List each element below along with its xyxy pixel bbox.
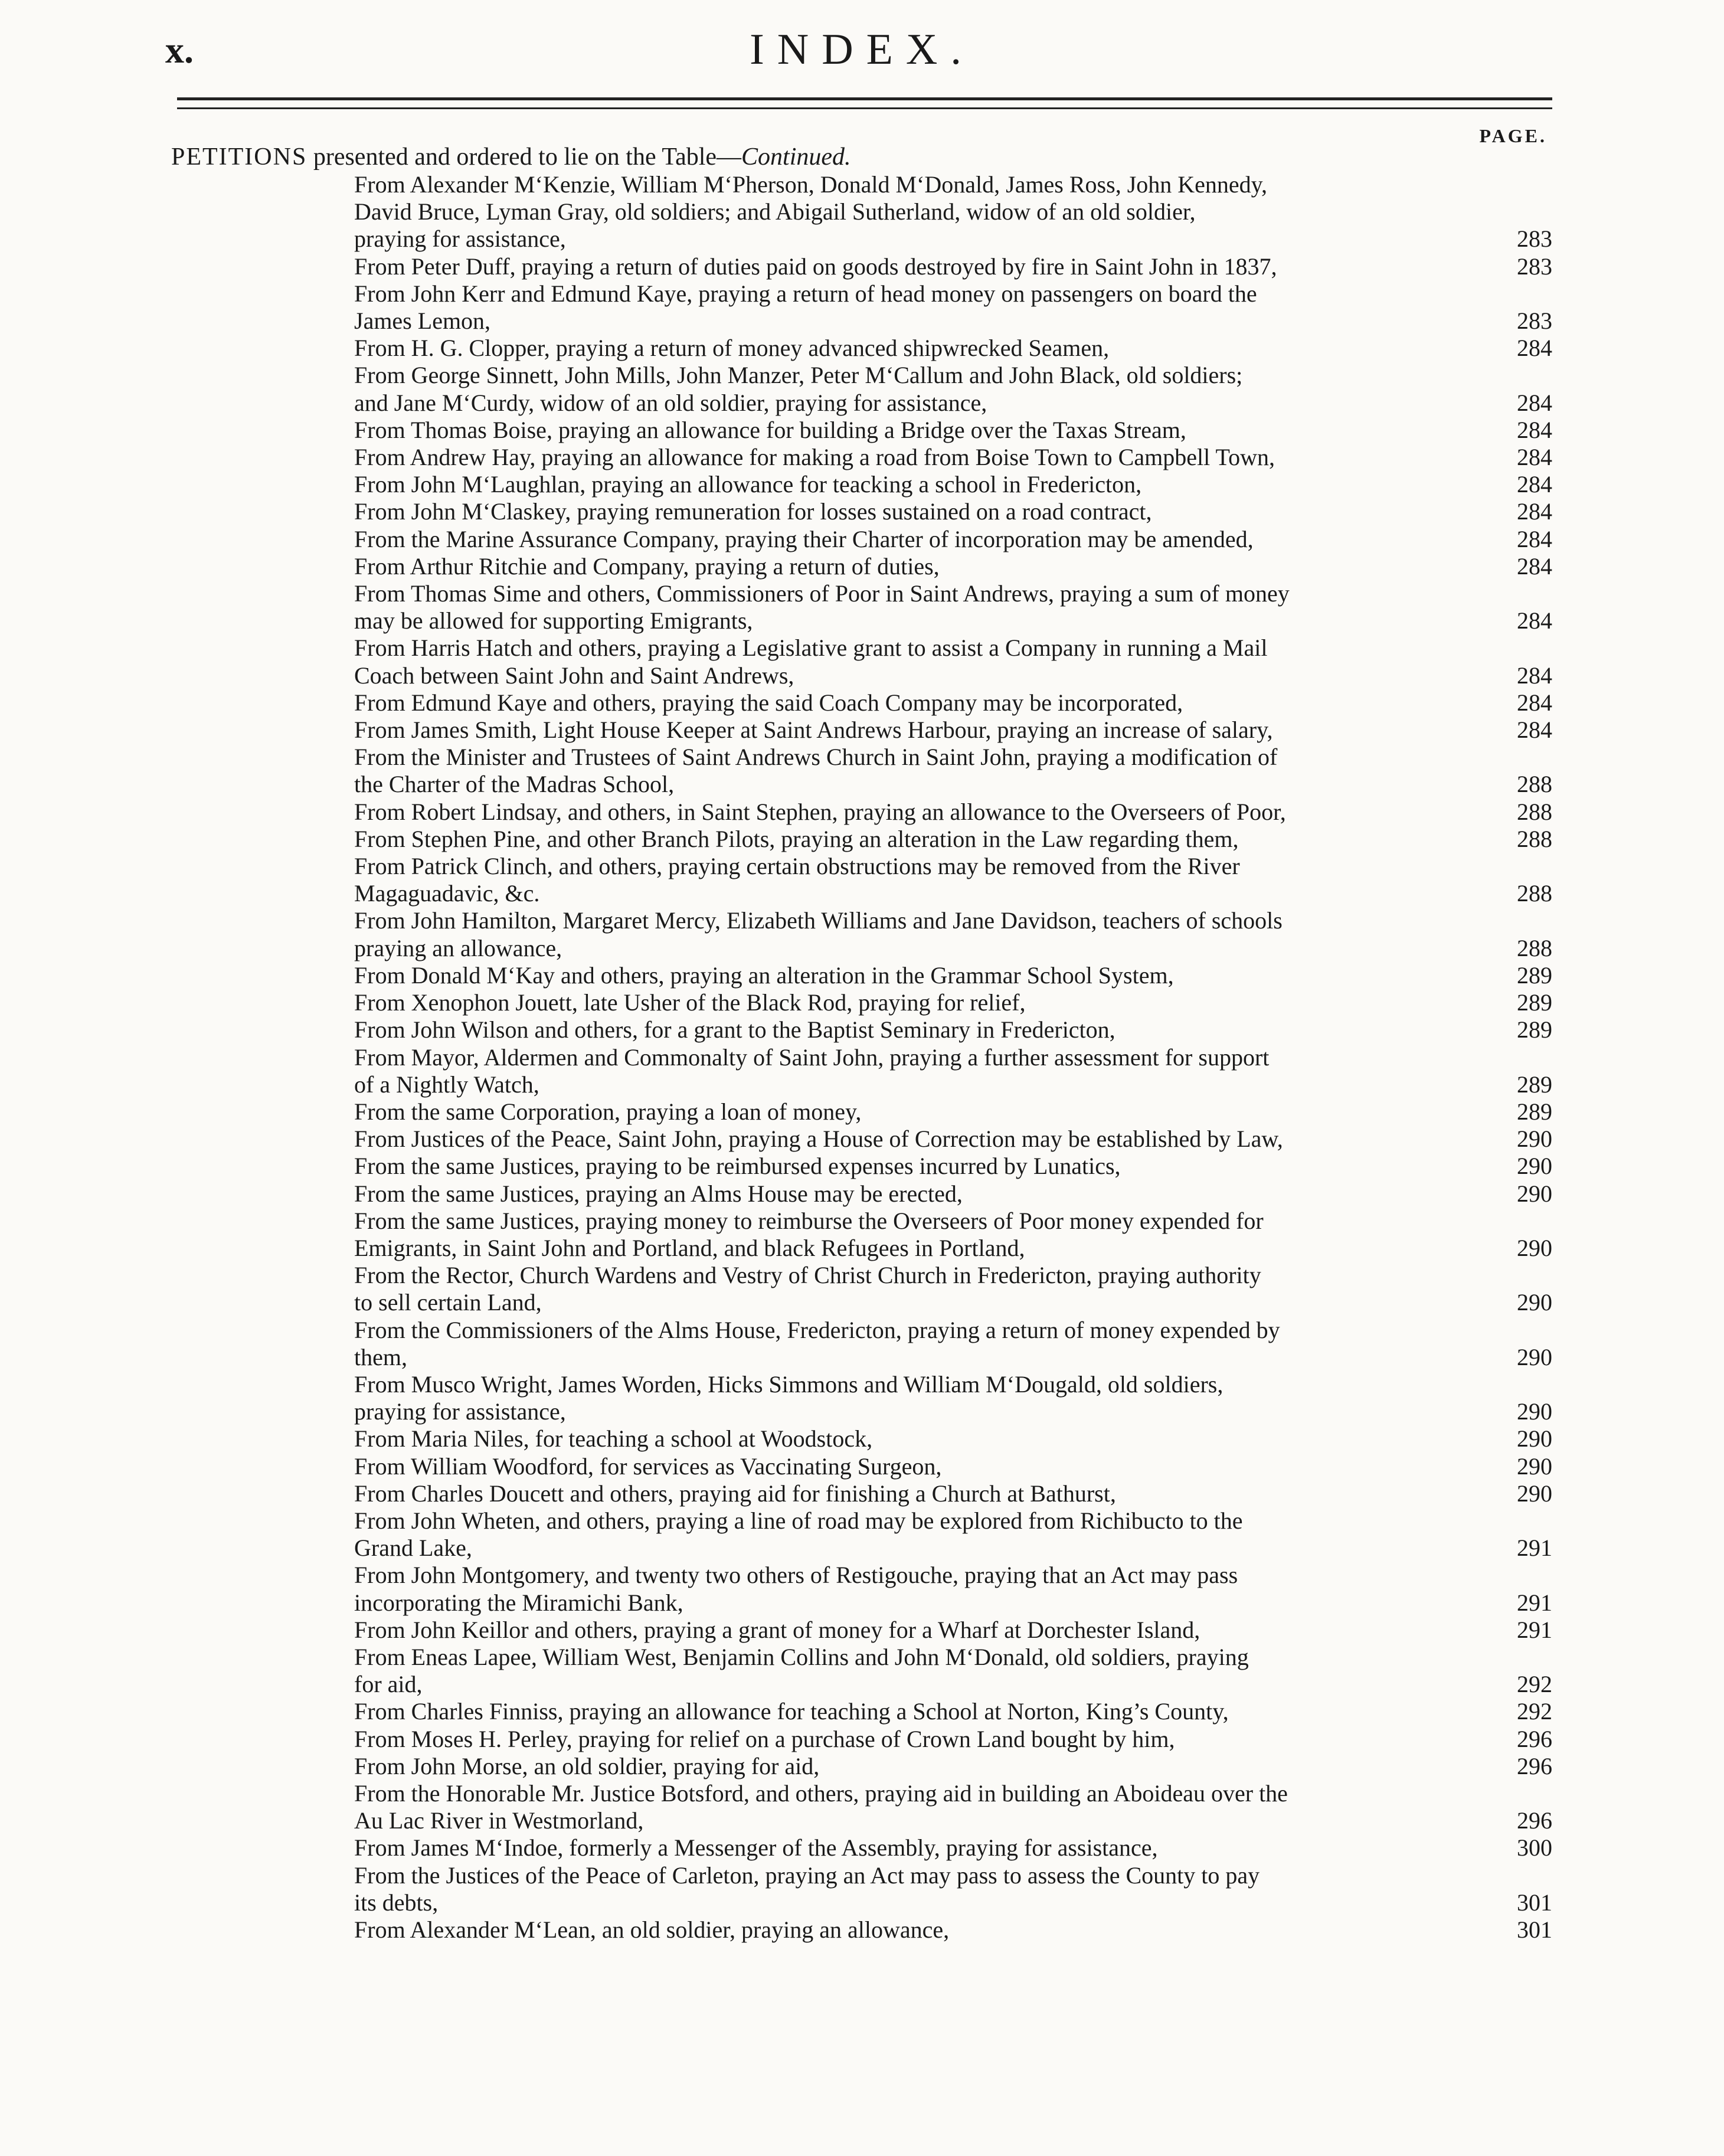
entry-text: [354, 799, 1464, 826]
entry-line: may be allowed for supporting Emigrants,: [354, 607, 753, 634]
entry-text: [354, 1044, 1464, 1098]
entry-line: From John M‘Laughlan, praying an allowance for teacking a school in Fredericton,: [354, 471, 1142, 498]
entry-line: From Mayor, Aldermen and Commonalty of Saint John, praying a further assessment for support: [354, 1043, 1270, 1071]
entry-text: [354, 1698, 1464, 1725]
entry-line: From Charles Finniss, praying an allowance for teaching a School at Norton, King’s County,: [354, 1698, 1229, 1725]
entry-page-number: 290: [1517, 1398, 1552, 1425]
entry-text: [354, 962, 1464, 989]
index-entry: [354, 1153, 1552, 1180]
entry-text: [354, 498, 1464, 525]
entry-text: [354, 1562, 1464, 1616]
entry-page-number: 288: [1517, 825, 1552, 852]
section-title: PETITIONS: [171, 143, 307, 171]
entry-line: From John Wheten, and others, praying a line of road may be explored from Richibucto to the: [354, 1507, 1243, 1534]
entry-page-number: 292: [1517, 1698, 1552, 1725]
entry-page-number: 292: [1517, 1671, 1552, 1698]
entry-line: From the Marine Assurance Company, praying their Charter of incorporation may be amended,: [354, 525, 1254, 552]
entry-line: and Jane M‘Curdy, widow of an old soldier, praying for assistance,: [354, 389, 987, 416]
index-entry: [354, 826, 1552, 853]
folio-number: x.: [165, 29, 194, 71]
entry-page-number: 290: [1517, 1234, 1552, 1261]
entry-page-number: 296: [1517, 1807, 1552, 1834]
index-entry: [354, 1453, 1552, 1480]
entry-text: [354, 1507, 1464, 1562]
entry-text: [354, 1016, 1464, 1043]
entry-text: [354, 717, 1464, 744]
entry-page-number: 290: [1517, 1126, 1552, 1153]
entry-line: From George Sinnett, John Mills, John Manzer, Peter M‘Callum and John Black, old soldiers;: [354, 362, 1243, 389]
entry-page-number: 284: [1517, 335, 1552, 362]
entry-line: Grand Lake,: [354, 1535, 472, 1562]
entry-line: From John Hamilton, Margaret Mercy, Elizabeth Williams and Jane Davidson, teachers of schools: [354, 907, 1283, 934]
entry-text: [354, 744, 1464, 798]
entry-page-number: 283: [1517, 307, 1552, 335]
entry-line: From H. G. Clopper, praying a return of money advanced shipwrecked Seamen,: [354, 335, 1110, 362]
entry-line: James Lemon,: [354, 307, 491, 335]
entry-page-number: 290: [1517, 1343, 1552, 1370]
entry-line: From the same Justices, praying money to reimburse the Overseers of Poor money expended for: [354, 1207, 1264, 1234]
entry-text: [354, 362, 1464, 416]
entry-page-number: 289: [1517, 1071, 1552, 1098]
entry-line: From Peter Duff, praying a return of duties paid on goods destroyed by fire in Saint John in 1837,: [354, 253, 1277, 280]
index-entry: [354, 1507, 1552, 1562]
entry-page-number: 290: [1517, 1452, 1552, 1480]
entry-page-number: 284: [1517, 607, 1552, 634]
entry-text: [354, 280, 1464, 335]
entry-text: [354, 1208, 1464, 1262]
index-entry: [354, 471, 1552, 498]
entry-line: From the same Justices, praying to be reimbursed expenses incurred by Lunatics,: [354, 1153, 1121, 1180]
entry-page-number: 290: [1517, 1153, 1552, 1180]
entry-text: [354, 1916, 1464, 1944]
entry-page-number: 284: [1517, 552, 1552, 580]
entry-page-number: 291: [1517, 1616, 1552, 1643]
entry-page-number: 284: [1517, 525, 1552, 552]
entry-line: From John M‘Claskey, praying remuneration for losses sustained on a road contract,: [354, 498, 1152, 525]
index-entry: [354, 171, 1552, 253]
entry-line: From Patrick Clinch, and others, praying certain obstructions may be removed from the River: [354, 853, 1240, 880]
header-rule: [177, 97, 1552, 100]
entry-line: From Maria Niles, for teaching a school at Woodstock,: [354, 1425, 873, 1452]
entry-text: [354, 171, 1464, 253]
index-entry: [354, 553, 1552, 580]
entry-line: From Charles Doucett and others, praying aid for finishing a Church at Bathurst,: [354, 1480, 1116, 1507]
entry-text: [354, 1644, 1464, 1698]
entry-page-number: 301: [1517, 1916, 1552, 1943]
entry-line: From Xenophon Jouett, late Usher of the Black Rod, praying for relief,: [354, 989, 1026, 1016]
entry-page-number: 301: [1517, 1889, 1552, 1916]
entry-page-number: 288: [1517, 880, 1552, 907]
entry-text: [354, 1371, 1464, 1425]
entry-text: [354, 335, 1464, 362]
entry-line: From Andrew Hay, praying an allowance for making a road from Boise Town to Campbell Town,: [354, 444, 1275, 471]
entry-line: From the Minister and Trustees of Saint Andrews Church in Saint John, praying a modification of: [354, 744, 1278, 771]
index-entry: [354, 1180, 1552, 1208]
entry-line: From Donald M‘Kay and others, praying an alteration in the Grammar School System,: [354, 961, 1174, 989]
entry-line: From William Woodford, for services as Vaccinating Surgeon,: [354, 1452, 942, 1480]
entry-line: From Alexander M‘Lean, an old soldier, praying an allowance,: [354, 1916, 950, 1943]
index-entries: [354, 171, 1552, 1944]
entry-page-number: 289: [1517, 961, 1552, 989]
section-subtitle: presented and ordered to lie on the Table—: [313, 143, 742, 171]
index-entry: [354, 1262, 1552, 1316]
entry-line: its debts,: [354, 1889, 439, 1916]
entry-page-number: 289: [1517, 1016, 1552, 1043]
entry-line: incorporating the Miramichi Bank,: [354, 1589, 683, 1616]
page-title: INDEX.: [750, 25, 974, 74]
entry-line: From Thomas Boise, praying an allowance for building a Bridge over the Taxas Stream,: [354, 416, 1186, 443]
entry-line: From Alexander M‘Kenzie, William M‘Pherson, Donald M‘Donald, James Ross, John Kennedy,: [354, 171, 1268, 198]
entry-page-number: 296: [1517, 1725, 1552, 1752]
index-entry: [354, 1480, 1552, 1507]
entry-page-number: 284: [1517, 689, 1552, 716]
index-entry: [354, 744, 1552, 798]
entry-text: [354, 1453, 1464, 1480]
entry-text: [354, 1780, 1464, 1834]
entry-line: Au Lac River in Westmorland,: [354, 1807, 644, 1834]
entry-page-number: 284: [1517, 662, 1552, 689]
index-entry: [354, 799, 1552, 826]
entry-text: [354, 1834, 1464, 1861]
index-entry: [354, 1562, 1552, 1616]
entry-text: [354, 907, 1464, 961]
index-entry: [354, 526, 1552, 553]
index-entry: [354, 689, 1552, 717]
entry-text: [354, 417, 1464, 444]
entry-line: From John Wilson and others, for a grant to the Baptist Seminary in Fredericton,: [354, 1016, 1115, 1043]
entry-page-number: 284: [1517, 471, 1552, 498]
entry-text: [354, 989, 1464, 1016]
entry-text: [354, 689, 1464, 717]
index-entry: [354, 1208, 1552, 1262]
index-entry: [354, 907, 1552, 961]
entry-page-number: 289: [1517, 1098, 1552, 1125]
entry-line: to sell certain Land,: [354, 1289, 542, 1316]
entry-line: praying for assistance,: [354, 225, 566, 253]
entry-page-number: 290: [1517, 1180, 1552, 1207]
entry-text: [354, 1098, 1464, 1126]
entry-text: [354, 826, 1464, 853]
entry-page-number: 284: [1517, 717, 1552, 744]
entry-line: for aid,: [354, 1671, 423, 1698]
entry-text: [354, 471, 1464, 498]
entry-line: Coach between Saint John and Saint Andrews,: [354, 662, 794, 689]
entry-page-number: 288: [1517, 798, 1552, 825]
index-entry: [354, 498, 1552, 525]
entry-line: From John Keillor and others, praying a grant of money for a Wharf at Dorchester Island,: [354, 1616, 1200, 1643]
entry-line: From Robert Lindsay, and others, in Saint Stephen, praying an allowance to the Overseers of Poor,: [354, 798, 1286, 825]
entry-page-number: 284: [1517, 416, 1552, 443]
entry-page-number: 290: [1517, 1425, 1552, 1452]
entry-text: [354, 1126, 1464, 1153]
index-entry: [354, 362, 1552, 416]
entry-page-number: 291: [1517, 1535, 1552, 1562]
entry-text: [354, 1180, 1464, 1208]
entry-text: [354, 1862, 1464, 1916]
entry-line: praying an allowance,: [354, 934, 562, 961]
entry-line: From the Commissioners of the Alms House, Fredericton, praying a return of money expended by: [354, 1316, 1280, 1343]
index-entry: [354, 1834, 1552, 1861]
index-entry: [354, 989, 1552, 1016]
entry-text: [354, 1753, 1464, 1780]
index-entry: [354, 717, 1552, 744]
entry-text: [354, 853, 1464, 907]
index-entry: [354, 1016, 1552, 1043]
index-entry: [354, 1698, 1552, 1725]
index-entry: [354, 335, 1552, 362]
header-rule: [177, 107, 1552, 109]
section-heading: [171, 143, 851, 171]
index-entry: [354, 253, 1552, 280]
index-entry: [354, 1916, 1552, 1944]
index-entry: [354, 1126, 1552, 1153]
entry-page-number: 289: [1517, 989, 1552, 1016]
entry-line: David Bruce, Lyman Gray, old soldiers; and Abigail Sutherland, widow of an old soldier,: [354, 198, 1196, 225]
entry-text: [354, 526, 1464, 553]
entry-line: From James Smith, Light House Keeper at Saint Andrews Harbour, praying an increase of salary,: [354, 717, 1273, 744]
entry-line: From the Justices of the Peace of Carleton, praying an Act may pass to assess the County to pay: [354, 1861, 1260, 1889]
index-entry: [354, 1317, 1552, 1371]
entry-line: From John Montgomery, and twenty two others of Restigouche, praying that an Act may pass: [354, 1562, 1238, 1589]
entry-text: [354, 580, 1464, 634]
entry-text: [354, 1425, 1464, 1452]
entry-page-number: 284: [1517, 389, 1552, 416]
entry-page-number: 290: [1517, 1289, 1552, 1316]
entry-page-number: 283: [1517, 253, 1552, 280]
index-entry: [354, 417, 1552, 444]
entry-page-number: 296: [1517, 1752, 1552, 1779]
index-entry: [354, 962, 1552, 989]
entry-line: From the same Justices, praying an Alms House may be erected,: [354, 1180, 963, 1207]
entry-text: [354, 553, 1464, 580]
entry-line: From Stephen Pine, and other Branch Pilots, praying an alteration in the Law regarding them,: [354, 825, 1239, 852]
entry-line: Magaguadavic, &c.: [354, 880, 540, 907]
continued-label: Continued.: [741, 143, 851, 171]
entry-line: them,: [354, 1343, 407, 1370]
index-entry: [354, 1726, 1552, 1753]
entry-line: From Moses H. Perley, praying for relief on a purchase of Crown Land bought by him,: [354, 1725, 1175, 1752]
entry-line: praying for assistance,: [354, 1398, 566, 1425]
entry-text: [354, 1617, 1464, 1644]
entry-line: From Edmund Kaye and others, praying the said Coach Company may be incorporated,: [354, 689, 1183, 716]
entry-line: From the Rector, Church Wardens and Vestry of Christ Church in Fredericton, praying authority: [354, 1262, 1261, 1289]
entry-page-number: 290: [1517, 1480, 1552, 1507]
entry-line: From Harris Hatch and others, praying a Legislative grant to assist a Company in running a Mail: [354, 634, 1268, 662]
entry-line: From John Kerr and Edmund Kaye, praying a return of head money on passengers on board the: [354, 280, 1257, 307]
entry-text: [354, 1726, 1464, 1753]
entry-line: From the same Corporation, praying a loan of money,: [354, 1098, 862, 1125]
entry-text: [354, 253, 1464, 280]
entry-text: [354, 1317, 1464, 1371]
index-entry: [354, 634, 1552, 689]
entry-line: From Eneas Lapee, William West, Benjamin Collins and John M‘Donald, old soldiers, praying: [354, 1643, 1249, 1670]
page-header: [0, 0, 1724, 118]
index-entry: [354, 853, 1552, 907]
entry-text: [354, 634, 1464, 689]
entry-text: [354, 1262, 1464, 1316]
index-entry: [354, 1644, 1552, 1698]
entry-line: From Musco Wright, James Worden, Hicks Simmons and William M‘Dougald, old soldiers,: [354, 1370, 1224, 1398]
index-entry: [354, 1862, 1552, 1916]
entry-line: From Justices of the Peace, Saint John, praying a House of Correction may be established by Law,: [354, 1126, 1283, 1153]
index-entry: [354, 1753, 1552, 1780]
index-entry: [354, 1780, 1552, 1834]
entry-page-number: 284: [1517, 444, 1552, 471]
entry-page-number: 291: [1517, 1589, 1552, 1616]
entry-page-number: 300: [1517, 1834, 1552, 1861]
index-entry: [354, 1044, 1552, 1098]
index-entry: [354, 1098, 1552, 1126]
entry-page-number: 288: [1517, 934, 1552, 961]
entry-page-number: 283: [1517, 225, 1552, 253]
index-entry: [354, 1617, 1552, 1644]
page-column-label: PAGE.: [1479, 125, 1547, 146]
entry-text: [354, 444, 1464, 471]
entry-line: From James M‘Indoe, formerly a Messenger of the Assembly, praying for assistance,: [354, 1834, 1158, 1861]
entry-line: of a Nightly Watch,: [354, 1071, 539, 1098]
entry-line: Emigrants, in Saint John and Portland, and black Refugees in Portland,: [354, 1234, 1025, 1261]
index-entry: [354, 580, 1552, 634]
index-entry: [354, 1371, 1552, 1425]
index-entry: [354, 1425, 1552, 1452]
entry-text: [354, 1153, 1464, 1180]
entry-line: From John Morse, an old soldier, praying for aid,: [354, 1752, 820, 1779]
entry-line: From Arthur Ritchie and Company, praying a return of duties,: [354, 552, 940, 580]
entry-page-number: 284: [1517, 498, 1552, 525]
entry-line: From the Honorable Mr. Justice Botsford, and others, praying aid in building an Aboideau over the: [354, 1779, 1288, 1807]
entry-text: [354, 1480, 1464, 1507]
index-entry: [354, 280, 1552, 335]
index-entry: [354, 444, 1552, 471]
entry-page-number: 288: [1517, 771, 1552, 798]
entry-line: From Thomas Sime and others, Commissioners of Poor in Saint Andrews, praying a sum of money: [354, 580, 1290, 607]
entry-line: the Charter of the Madras School,: [354, 771, 675, 798]
